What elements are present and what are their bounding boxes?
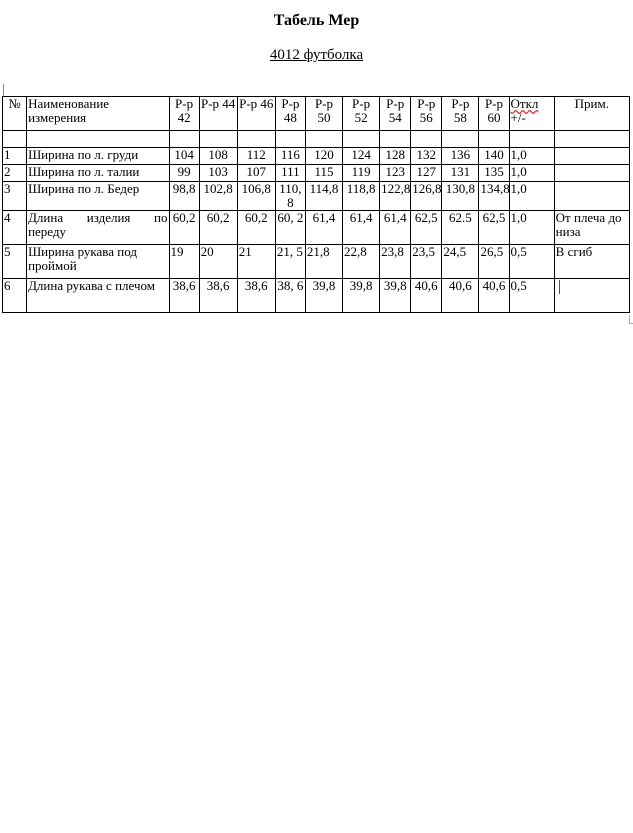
row-value: 98,8 [169,182,199,211]
row-note [554,182,629,211]
subtitle-text: 4012 футболка [269,47,364,63]
row-note-with-cursor[interactable] [554,279,629,313]
document-subtitle [0,47,633,64]
header-size-48: Р-р 48 [275,97,305,131]
table-blank-row [3,131,630,148]
table-cell[interactable] [411,131,442,148]
row-value: 126,8 [411,182,442,211]
row-value: 99 [169,165,199,182]
table-cell[interactable] [509,131,554,148]
header-tolerance [509,97,554,131]
document-title: Табель Мер [273,12,360,29]
row-value: 62.5 [442,211,479,245]
table-row [3,245,630,279]
row-value: 114,8 [305,182,342,211]
row-value: 122,8 [380,182,411,211]
row-name: Длина рукава с плечом [27,279,169,313]
row-value: 60,2 [169,211,199,245]
text-cursor [559,280,560,294]
row-note: В сгиб [554,245,629,279]
row-number: 3 [3,182,27,211]
row-value: 120 [305,148,342,165]
row-value: 104 [169,148,199,165]
table-cell[interactable] [169,131,199,148]
table-cell[interactable] [27,131,169,148]
table-row [3,211,630,245]
row-value: 62,5 [479,211,509,245]
row-value: 60,2 [199,211,237,245]
row-value: 135 [479,165,509,182]
row-number: 2 [3,165,27,182]
row-value: 134,8 [479,182,509,211]
row-value: 39,8 [380,279,411,313]
row-value: 39,8 [305,279,342,313]
row-value: 110, 8 [275,182,305,211]
header-tolerance-main: Откл [510,96,539,111]
row-value: 19 [169,245,199,279]
row-value: 119 [343,165,380,182]
row-tolerance: 0,5 [509,279,554,313]
row-value: 38, 6 [275,279,305,313]
row-value: 39,8 [343,279,380,313]
row-value: 61,4 [305,211,342,245]
header-size-60: Р-р 60 [479,97,509,131]
header-size-42: Р-р 42 [169,97,199,131]
table-cell[interactable] [199,131,237,148]
row-value: 115 [305,165,342,182]
table-cell[interactable] [479,131,509,148]
table-cell[interactable] [305,131,342,148]
row-value: 38,6 [199,279,237,313]
row-value: 106,8 [237,182,275,211]
row-name: Ширина по л. талии [27,165,169,182]
row-value: 38,6 [169,279,199,313]
row-value: 20 [199,245,237,279]
header-size-54: Р-р 54 [380,97,411,131]
row-value: 24,5 [442,245,479,279]
table-row [3,148,630,165]
measurements-table[interactable] [2,96,630,313]
row-tolerance: 1,0 [509,182,554,211]
header-note: Прим. [554,97,629,131]
table-cell[interactable] [275,131,305,148]
row-value: 40,6 [479,279,509,313]
row-value: 128 [380,148,411,165]
row-value: 118,8 [343,182,380,211]
row-value: 111 [275,165,305,182]
row-value: 127 [411,165,442,182]
row-value: 60,2 [237,211,275,245]
header-name: Наименование измерения [27,97,169,131]
row-value: 107 [237,165,275,182]
row-value: 21,8 [305,245,342,279]
margin-marker [3,84,4,96]
table-cell[interactable] [380,131,411,148]
row-note [554,148,629,165]
table-row [3,182,630,211]
header-size-50: Р-р 50 [305,97,342,131]
row-value: 61,4 [380,211,411,245]
row-value: 23,5 [411,245,442,279]
table-cell[interactable] [343,131,380,148]
row-name: Ширина рукава под проймой [27,245,169,279]
row-tolerance: 1,0 [509,148,554,165]
row-tolerance: 0,5 [509,245,554,279]
row-value: 23,8 [380,245,411,279]
row-value: 102,8 [199,182,237,211]
header-size-56: Р-р 56 [411,97,442,131]
table-row [3,279,630,313]
row-value: 21, 5 [275,245,305,279]
row-value: 22,8 [343,245,380,279]
row-number: 1 [3,148,27,165]
row-tolerance: 1,0 [509,165,554,182]
header-size-46: Р-р 46 [237,97,275,131]
row-note [554,165,629,182]
row-value: 124 [343,148,380,165]
table-cell[interactable] [442,131,479,148]
row-number: 5 [3,245,27,279]
row-name: Ширина по л. груди [27,148,169,165]
table-header-row [3,97,630,131]
row-value: 62,5 [411,211,442,245]
row-note: От плеча до низа [554,211,629,245]
header-size-52: Р-р 52 [343,97,380,131]
header-size-44: Р-р 44 [199,97,237,131]
row-number: 6 [3,279,27,313]
row-value: 38,6 [237,279,275,313]
table-cell[interactable] [237,131,275,148]
row-value: 136 [442,148,479,165]
header-size-58: Р-р 58 [442,97,479,131]
page-corner-marker [629,315,633,324]
row-value: 61,4 [343,211,380,245]
row-value: 40,6 [442,279,479,313]
table-row [3,165,630,182]
row-number: 4 [3,211,27,245]
row-value: 116 [275,148,305,165]
row-value: 123 [380,165,411,182]
row-value: 40,6 [411,279,442,313]
table-cell[interactable] [3,131,27,148]
header-number: № [3,97,27,131]
row-value: 140 [479,148,509,165]
row-value: 132 [411,148,442,165]
row-name: Длина изделия по переду [27,211,169,245]
row-value: 112 [237,148,275,165]
row-value: 131 [442,165,479,182]
row-tolerance: 1,0 [509,211,554,245]
row-name: Ширина по л. Бедер [27,182,169,211]
row-value: 103 [199,165,237,182]
row-value: 108 [199,148,237,165]
row-value: 60, 2 [275,211,305,245]
table-cell[interactable] [554,131,629,148]
header-tolerance-sub: +/- [510,110,526,125]
row-value: 21 [237,245,275,279]
row-value: 26,5 [479,245,509,279]
row-value: 130,8 [442,182,479,211]
